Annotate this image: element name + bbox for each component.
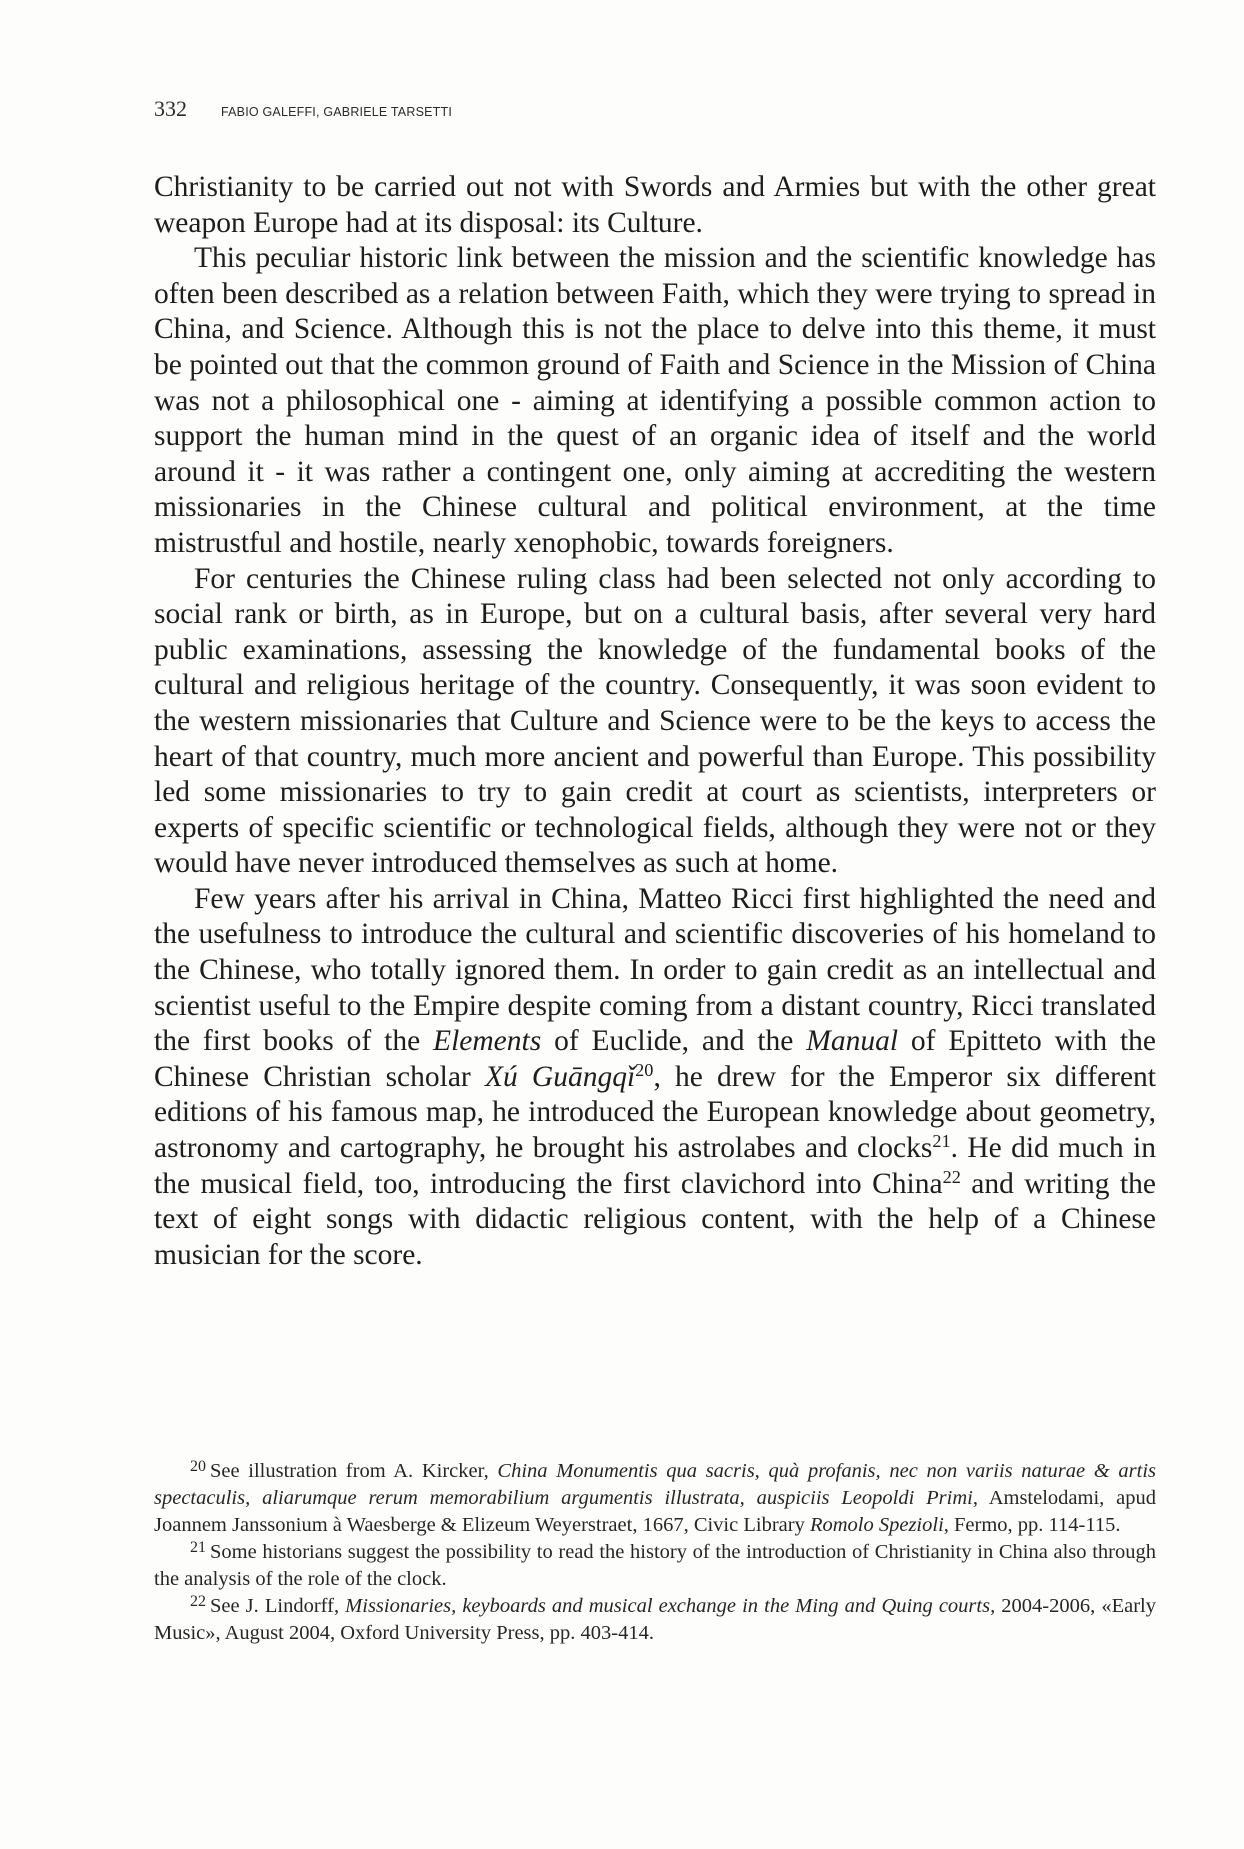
scholar-name: Xú Guāngqǐ	[484, 1060, 636, 1093]
page-number: 332	[154, 96, 187, 121]
footnote-text: Some historians suggest the possibility to read the history of the introduction of Christianity in China also through the analysis of the role of the clock.	[154, 1541, 1156, 1590]
paragraph-4-text: , he drew for the Emperor six different editions of his famous map, he introduced the European knowledge about geometry, astronomy and cartography, he brought his astrolabes and clocks	[154, 1060, 1156, 1165]
footnote-text: See illustration from A. Kircker,	[209, 1460, 498, 1482]
paragraph-1: Christianity to be carried out not with Swords and Armies but with the other great weapon Europe had at its disposal: its Culture.	[154, 171, 1156, 239]
footnote-work-title: Missionaries, keyboards and musical exchange in the Ming and Quing courts,	[345, 1595, 996, 1617]
paragraph-3: For centuries the Chinese ruling class had been selected not only according to social rank or birth, as in Europe, but on a cultural basis, after several very hard public examinations, assessing the knowledge of the fundamental books of the cultural and religious heritage of the country. Consequently, it was soon evident to the western missionaries that Culture and Science were to be the keys to access the heart of that country, much more ancient and powerful than Europe. This possibility led some missionaries to try to gain credit at court as scientists, interpreters or experts of specific scientific or technological fields, although they were not or they would have never introduced themselves as such at home.	[154, 562, 1156, 880]
work-title-elements: Elements	[433, 1025, 542, 1058]
footnote-work-title: China Monumentis qua sacris, quà profanis, nec non variis naturae & artis spectaculis, aliarumque rerum memorabilium argumentis illustrata, auspiciis Leopoldi Primi	[154, 1460, 1156, 1509]
footnote-ref-20[interactable]: 20	[635, 1059, 654, 1080]
running-head	[154, 96, 452, 120]
footnote-number: 22	[190, 1593, 206, 1611]
footnote-21	[154, 1539, 1156, 1593]
footnote-number: 21	[190, 1539, 206, 1557]
paragraph-4-text: of Euclide, and the	[541, 1025, 807, 1058]
footnote-library-name: Romolo Spezioli	[809, 1514, 944, 1536]
paragraph-4-text: and writing the text of eight songs with didactic religious content, with the help of a Chinese musician for the score.	[154, 1167, 1156, 1271]
footnote-text: See J. Lindorff,	[209, 1595, 346, 1617]
footnote-text: 2004-2006, «Early Music», August 2004, Oxford University Press, pp. 403-414.	[154, 1595, 1156, 1644]
footnote-22	[154, 1593, 1156, 1647]
paragraph-4-text: Few years after his arrival in China, Matteo Ricci first highlighted the need and the usefulness to introduce the cultural and scientific discoveries of his homeland to the Chinese, who totally ignored them. In order to gain credit as an intellectual and scientist useful to the Empire despite coming from a distant country, Ricci translated the first books of the	[154, 882, 1156, 1058]
paragraph-2: This peculiar historic link between the mission and the scientific knowledge has often been described as a relation between Faith, which they were trying to spread in China, and Science. Although this is not the place to delve into this theme, it must be pointed out that the common ground of Faith and Science in the Mission of China was not a philosophical one - aiming at identifying a possible common action to support the human mind in the quest of an organic idea of itself and the world around it - it was rather a contingent one, only aiming at accrediting the western missionaries in the Chinese cultural and political environment, at the time mistrustful and hostile, nearly xenophobic, towards foreigners.	[154, 242, 1156, 559]
work-title-manual: Manual	[806, 1025, 899, 1058]
paragraph-4-text: of Epitteto with the Chinese Christian scholar	[154, 1025, 1156, 1093]
paragraph-4	[154, 882, 1156, 1274]
main-text	[154, 170, 1156, 1273]
footnotes	[154, 1458, 1156, 1647]
footnote-text: , Fermo, pp. 114-115.	[943, 1514, 1121, 1536]
footnote-number: 20	[190, 1458, 206, 1476]
running-head-authors: FABIO GALEFFI, GABRIELE TARSETTI	[221, 105, 452, 119]
footnote-ref-22[interactable]: 22	[942, 1166, 961, 1187]
footnote-20	[154, 1458, 1156, 1539]
paragraph-4-text: . He did much in the musical field, too, introducing the first clavichord into China	[154, 1132, 1156, 1200]
footnote-ref-21[interactable]: 21	[932, 1130, 951, 1151]
footnote-text: , Amstelodami, apud Joannem Janssonium à Waesberge & Elizeum Weyerstraet, 1667, Civic Library	[154, 1487, 1156, 1536]
